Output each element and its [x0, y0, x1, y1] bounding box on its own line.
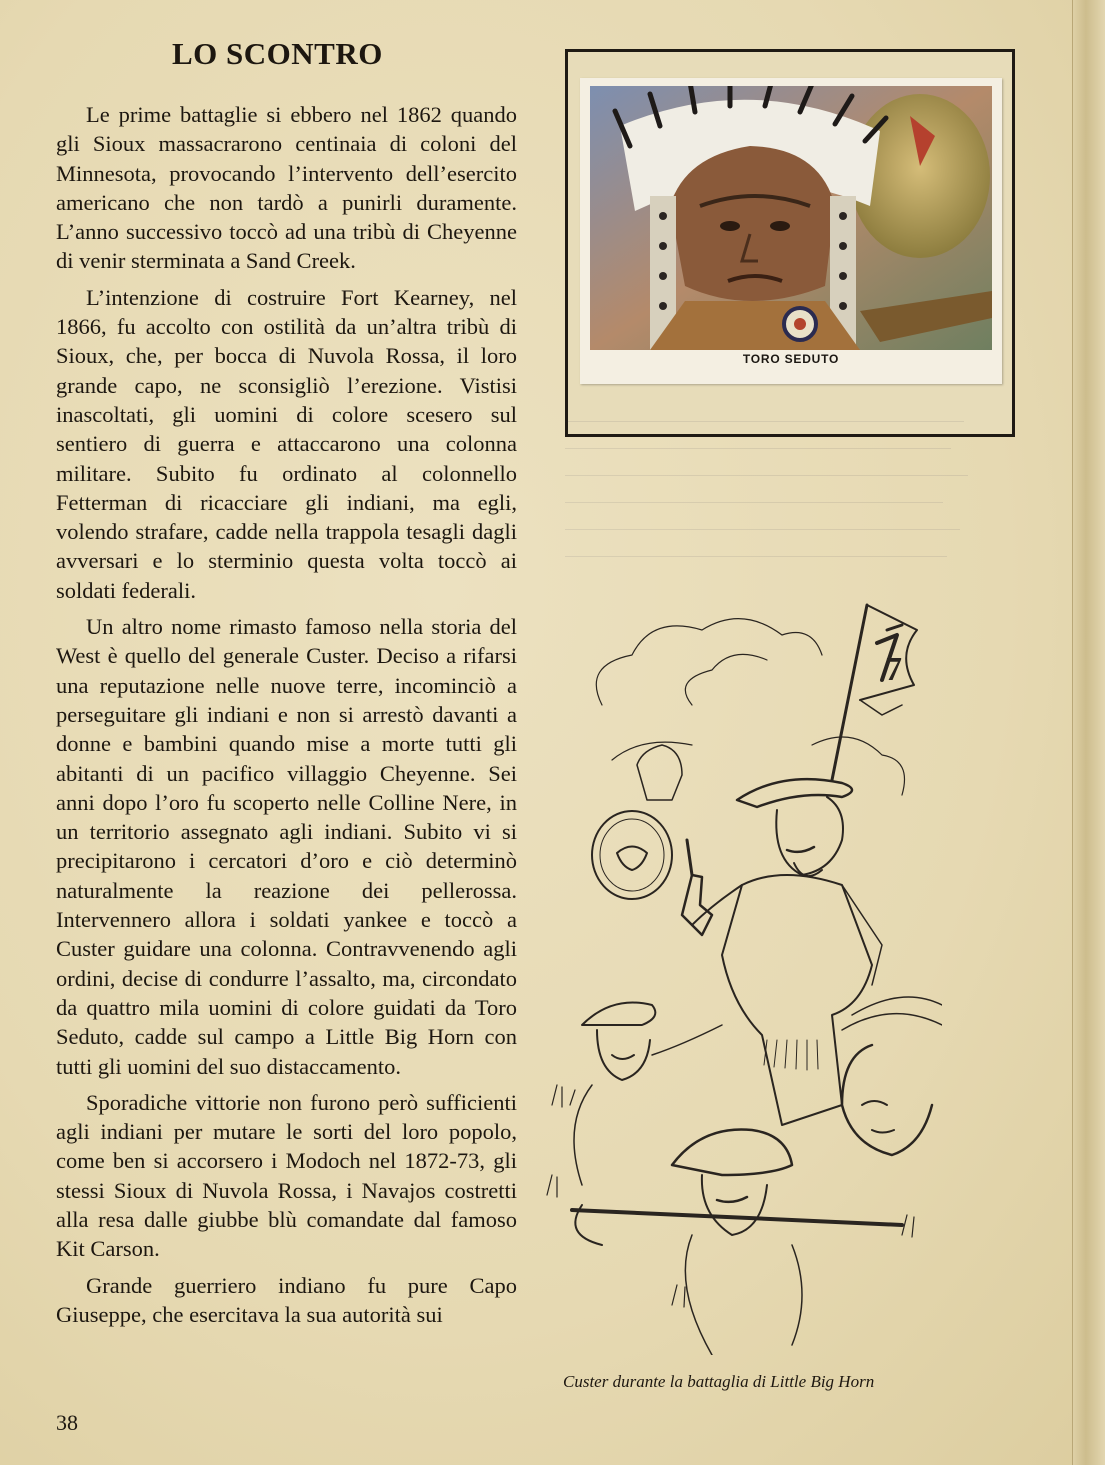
portrait-card	[580, 78, 1002, 384]
paragraph: L’intenzione di costruire Fort Kearney, nel 1866, fu accolto con ostilità da un’altra tribù di Sioux, che, per bocca di Nuvola Rossa, il loro grande capo, ne sconsigliò l’erezione. Vistisi inascoltati, gli uomini di colore scesero sul sentiero di guerra e attaccarono una colonna militare. Subito fu ordinato al colonnello Fetterman di ricacciare gli indiani, ma egli, volendo strafare, cadde nella trappola tesagli dagli avversari e lo sterminio questa volta toccò ai soldati federali.	[56, 284, 517, 603]
body-text	[56, 100, 517, 1336]
flag-number: 7	[885, 651, 902, 688]
paragraph: Le prime battaglie si ebbero nel 1862 quando gli Sioux massacrarono centinaia di coloni del Minnesota, provocando l’intervento dell’esercito americano che non tardò a punirli duramente. L’anno successivo toccò ad una tribù di Cheyenne di venir sterminata a Sand Creek.	[56, 102, 517, 274]
portrait-image	[590, 86, 992, 350]
portrait-caption: TORO SEDUTO	[742, 352, 840, 366]
paragraph: Un altro nome rimasto famoso nella storia del West è quello del generale Custer. Deciso a rifarsi una reputazione nelle nuove terre, incominciò a perseguitare gli indiani e non si arrestò davanti a donne e bambini quando mise a morte tutti gli abitanti di un pacifico villaggio Cheyenne. Sei anni dopo l’oro fu scoperto nelle Colline Nere, in un territorio assegnato agli indiani. Subito vi si precipitarono i cercatori d’oro e ciò determinò naturalmente la reazione dei pellerossa. Intervennero allora i soldati yankee e toccò a Custer guidare una colonna. Contravvenendo agli ordini, decise di condurre l’assalto, ma, circondato da quattro mila uomini di colore guidati da Toro Seduto, cadde sul campo a Little Big Horn con tutti gli uomini del suo distaccamento.	[56, 614, 517, 1079]
show-through-text	[565, 395, 985, 615]
illustration-caption: Custer durante la battaglia di Little Big Horn	[563, 1372, 875, 1391]
binding-edge	[1072, 0, 1105, 1465]
paragraph: Sporadiche vittorie non furono però sufficienti agli indiani per mutare le sorti del loro popolo, come ben si accorsero i Modoch nel 1872-73, gli stessi Sioux di Nuvola Rossa, i Navajos costretti alla resa dalle giubbe blù comandate dal famoso Kit Carson.	[56, 1089, 517, 1262]
page-number: 38	[56, 1410, 78, 1435]
page-title: LO SCONTRO	[172, 36, 383, 71]
photo-frame	[565, 49, 1015, 437]
custer-illustration	[542, 585, 942, 1355]
paragraph: Grande guerriero indiano fu pure Capo Giuseppe, che esercitava la sua autorità sui	[56, 1272, 517, 1327]
